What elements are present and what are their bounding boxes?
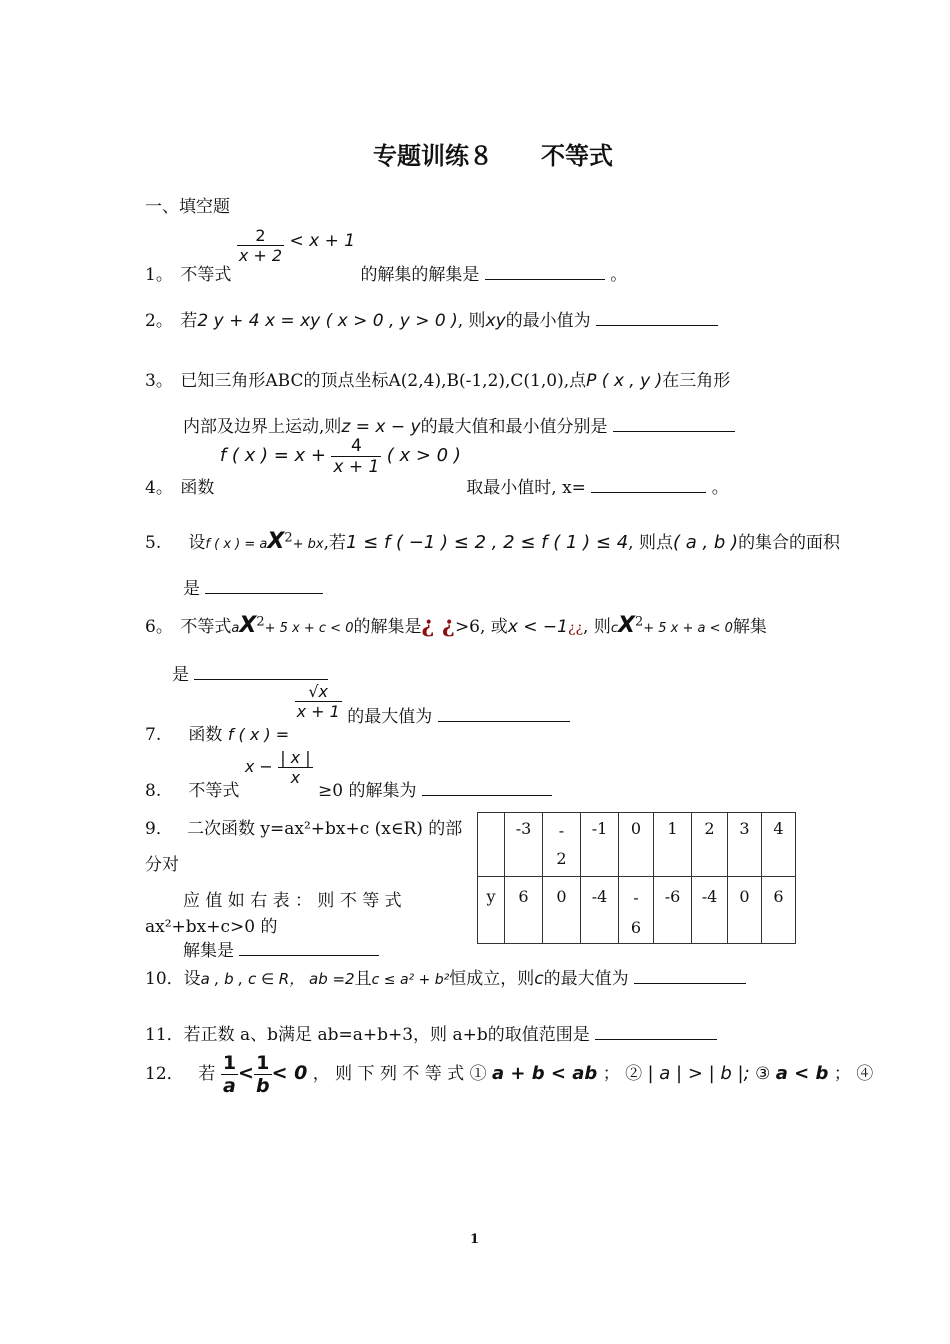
question-3: 3。 已知三角形ABC的顶点坐标A(2,4),B(-1,2),C(1,0),点P ( x , y )在三角形 bbox=[145, 366, 730, 391]
table-cell: - 6 bbox=[619, 877, 654, 944]
table-cell: 1 bbox=[654, 813, 692, 877]
question-9-line4: ax²+bx+c>0 的 bbox=[145, 917, 278, 937]
table-cell: -3 bbox=[505, 813, 543, 877]
answer-blank[interactable] bbox=[205, 575, 323, 594]
question-8: 8. 不等式 x − $\frac{| x |}{x}$ ≥0 的解集为 bbox=[145, 748, 552, 787]
fraction: $\frac{√x}{x + 1}$ bbox=[296, 682, 340, 721]
question-number: 2。 bbox=[145, 311, 173, 331]
page-title: 专题训练８ 不等式 bbox=[373, 142, 613, 170]
table-row bbox=[478, 877, 796, 944]
question-number: 3。 bbox=[145, 371, 173, 391]
fraction: $\frac{2}{x + 2}$ bbox=[238, 226, 283, 265]
table-cell: y bbox=[478, 877, 505, 944]
question-9-line5: 解集是 bbox=[183, 936, 379, 961]
answer-blank[interactable] bbox=[438, 703, 570, 722]
question-9-line2: 分对 bbox=[145, 855, 179, 875]
fraction: $\frac{| x |}{x}$ bbox=[280, 748, 311, 787]
question-number: 8. bbox=[145, 781, 162, 801]
answer-blank[interactable] bbox=[194, 661, 328, 680]
table-cell: 0 bbox=[543, 877, 581, 944]
table-row bbox=[478, 813, 796, 877]
page-number: 1 bbox=[470, 1232, 480, 1247]
table-cell: -4 bbox=[581, 877, 619, 944]
answer-blank[interactable] bbox=[595, 1021, 717, 1040]
question-11: 11．若正数 a、b满足 ab=a+b+3，则 a+b的取值范围是 bbox=[145, 1020, 717, 1045]
answer-blank[interactable] bbox=[422, 777, 552, 796]
table-cell: -1 bbox=[581, 813, 619, 877]
table-cell: 0 bbox=[728, 877, 762, 944]
table-cell: 0 bbox=[619, 813, 654, 877]
question-6: 6。 不等式$aX^2+ 5$ x + c < 0的解集是¿ ¿>6, 或x < −1¿¿, 则$cX^2+ 5$ x + a < 0解集 bbox=[145, 612, 767, 638]
question-number: 4。 bbox=[145, 478, 173, 498]
question-number: 10． bbox=[145, 969, 184, 989]
question-10: 10．设a , b , c ∈ R， ab =2且c ≤ a² + b²恒成立，则c的最大值为 bbox=[145, 964, 746, 989]
question-number: 5. bbox=[145, 533, 162, 553]
question-1: 1。 不等式 $\frac{2}{x + 2}$ < x + 1 的解集的解集是 。 bbox=[145, 226, 628, 285]
question-9-line3: 应 值 如 右 表 ： 则 不 等 式 bbox=[183, 891, 402, 911]
answer-blank[interactable] bbox=[485, 261, 605, 280]
question-2: 2。 若2 y + 4 x = xy ( x > 0 , y > 0 ), 则xy的最小值为 bbox=[145, 306, 718, 331]
question-5: 5. 设f ( x ) = $aX^2+$ bx,若1 ≤ f ( −1 ) ≤ 2 , 2 ≤ f ( 1 ) ≤ 4, 则点( a , b )的集合的面积 bbox=[145, 529, 841, 554]
question-number: 9． bbox=[145, 819, 173, 839]
answer-blank[interactable] bbox=[591, 474, 706, 493]
question-3-line2: 内部及边界上运动,则z = x − y的最大值和最小值分别是 bbox=[183, 412, 735, 437]
question-number: 6。 bbox=[145, 617, 173, 637]
answer-blank[interactable] bbox=[634, 965, 746, 984]
question-number: 1。 bbox=[145, 265, 173, 285]
table-cell: 4 bbox=[762, 813, 796, 877]
table-cell: 3 bbox=[728, 813, 762, 877]
question-6-line2: 是 bbox=[172, 660, 328, 685]
value-table bbox=[477, 812, 796, 944]
fraction: $\frac{1}{b}$ bbox=[255, 1052, 270, 1097]
table-cell: 6 bbox=[762, 877, 796, 944]
question-number: 12． bbox=[145, 1064, 184, 1084]
table-cell: -6 bbox=[654, 877, 692, 944]
table-cell: -4 bbox=[692, 877, 728, 944]
table-cell: 6 bbox=[505, 877, 543, 944]
table-cell: 2 bbox=[692, 813, 728, 877]
section-heading: 一、填空题 bbox=[145, 197, 230, 217]
question-number: 7. bbox=[145, 725, 162, 745]
answer-blank[interactable] bbox=[596, 307, 718, 326]
question-7: 7. 函数 f ( x ) = $\frac{√x}{x + 1}$ 的最大值为 bbox=[145, 682, 570, 721]
question-9: 9． 二次函数 y=ax²+bx+c (x∈R) 的部 bbox=[145, 814, 462, 839]
glyph-error: ¿ ¿ bbox=[421, 612, 455, 638]
answer-blank[interactable] bbox=[613, 413, 735, 432]
fraction: $\frac{1}{a}$ bbox=[222, 1052, 237, 1097]
question-4: 4。 函数 f ( x ) = x + $\frac{4}{x + 1}$ ( x > 0 ) 取最小值时, x= 。 bbox=[145, 436, 729, 498]
question-5-line2: 是 bbox=[183, 574, 323, 599]
table-cell bbox=[478, 813, 505, 877]
question-number: 11． bbox=[145, 1025, 184, 1045]
question-12: 12． 若 $\frac{1}{a}$ < $\frac{1}{b}$ < 0 ， 则 下 列 不 等 式 ① a + b < ab ； ② | a | > | b |; ③ a < b ； ④ bbox=[145, 1052, 874, 1097]
table-cell: - 2 bbox=[543, 813, 581, 877]
fraction: $\frac{4}{x + 1}$ bbox=[333, 436, 380, 477]
answer-blank[interactable] bbox=[239, 937, 379, 956]
